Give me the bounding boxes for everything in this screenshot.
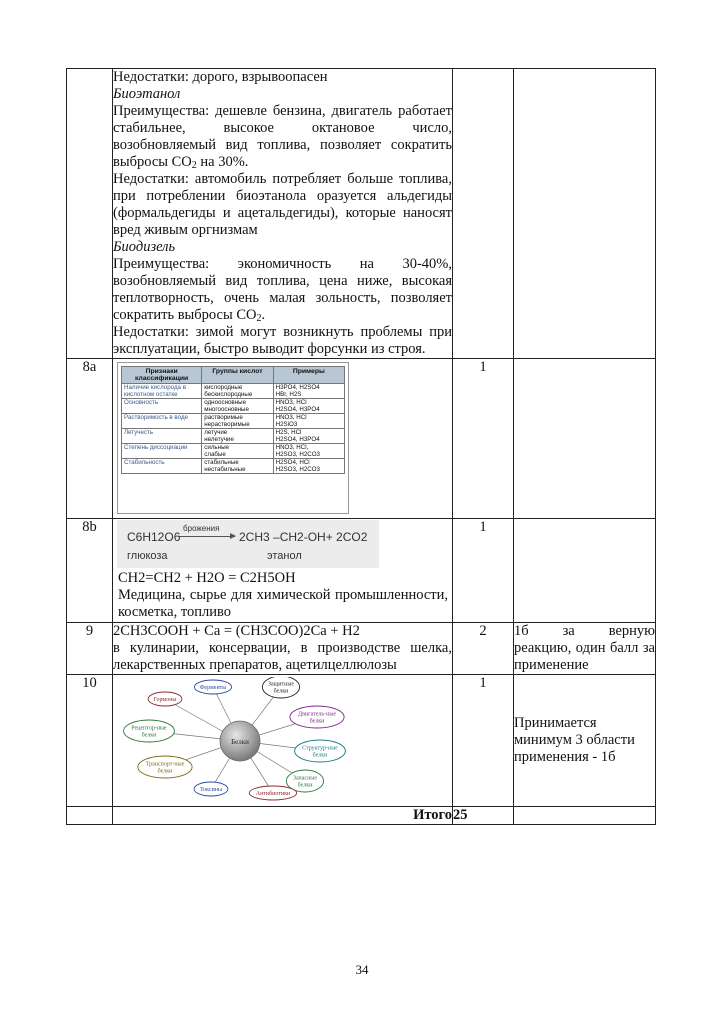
task-score: 1 [453,359,514,519]
content-cell [113,519,453,623]
table-row [122,444,345,459]
acetate-uses: в кулинарии, консервации, в производстве шелка, лекарственных препаратов, ацетилцеллюлозы [113,640,452,673]
table-cell: H3PO4, H2SO4 HBr, H2S [273,384,344,399]
note-cell [514,69,656,359]
num-cell [67,807,113,825]
diagram-node-label: Гормоны [153,697,177,703]
table-cell: сильные слабые [202,444,273,459]
task-note: Принимается минимум 3 области применения - 1б [514,675,656,807]
table-row [67,359,656,519]
task-score: 1 [453,519,514,623]
task-score: 2 [453,623,514,675]
diagram-center-label: Белки [231,738,249,746]
content-cell [113,359,453,519]
table-row [122,399,345,414]
table-cell: кислородные бескислородные [202,384,273,399]
task-number: 8b [67,519,113,623]
table-row [122,414,345,429]
text: Преимущества: экономичность на 30-40%, возобновляемый вид топлива, цена ниже, высокая теплотворность, очень малая зольность, позволяет сократить выбросы СО [113,256,452,323]
note-cell [514,359,656,519]
bioethanol-heading: Биоэтанол [113,86,181,102]
biodiesel-heading: Биодизель [113,239,176,255]
task-note: 1б за верную реакцию, один балл за применение [514,623,655,673]
table-cell: Летучесть [122,429,202,444]
text: на 30%. [196,154,249,170]
diagram-node [262,677,299,698]
table-cell: H2S, HCl H2SO4, H3PO4 [273,429,344,444]
table-row [122,384,345,399]
table-cell: HNO3, HCl H2SiO3 [273,414,344,429]
column-header: Признаки классификации [122,367,202,384]
acid-classification-image [117,362,349,514]
diagram-node-label: Запасные белки [292,775,318,789]
diagram-node-label: Двигатель-ные белки [297,711,337,725]
table-row [67,69,656,359]
total-label: Итого [113,807,453,825]
biodiesel-advantages [113,256,452,324]
answer-table [66,68,656,825]
table-row [67,675,656,807]
bioethanol-disadvantages: Недостатки: автомобиль потребляет больше топлива, при потреблении биоэтанола оразуется альдегиды (формальдегиды и ацетальдегиды), которые наносят вред живым оргнизмам [113,171,452,238]
task-number: 9 [67,623,113,675]
task-number: 8а [67,359,113,519]
note-cell [514,807,656,825]
reactant-name: глюкоза [127,550,168,562]
diagram-node-label: Антибиотики [255,791,291,797]
arrow-icon [179,536,235,537]
ethanol-uses: Медицина, сырье для химической промышленности, косметка, топливо [118,587,448,620]
diagram-node-label: Токсины [199,787,223,793]
table-cell: HNO3, HCl, H2SO3, H2CO3 [273,444,344,459]
diagram-node-label: Транспорт-ные белки [145,761,185,775]
subscript: 2 [191,160,197,171]
subscript: 2 [256,313,262,324]
content-cell [113,69,453,359]
content-cell [113,675,453,807]
diagram-node-label: Защитные белки [267,681,295,695]
content-cell [113,623,453,675]
fermentation-equation-image [117,520,379,568]
diagram-node-label: Рецептор-ные белки [131,725,167,739]
reaction-condition: брожения [183,524,220,533]
task-score: 1 [453,675,514,807]
table-cell: Растворимость в воде [122,414,202,429]
biodiesel-disadvantages: Недостатки: зимой могут возникнуть проблемы при эксплуатации, быстро выводит форсунки из строя. [113,324,452,357]
diagram-node-label: Ферменты [199,685,227,691]
table-cell: Стабильность [122,459,202,474]
proteins-function-diagram [115,677,365,803]
table-cell: летучие нелетучие [202,429,273,444]
diagram-node-label: Структур-ные белки [302,745,338,759]
column-header: Группы кислот [202,367,273,384]
num-cell [67,69,113,359]
table-row [122,429,345,444]
table-cell: Основность [122,399,202,414]
table-cell: стабильные нестабильные [202,459,273,474]
total-value: 25 [453,807,514,825]
reactant-formula: C6H12O6 [127,530,181,544]
hydrogen-disadvantages: Недостатки: дорого, взрывоопасен [113,69,328,85]
table-row [67,623,656,675]
acid-classification-table [121,366,345,474]
score-cell [453,69,514,359]
note-cell [514,519,656,623]
task-number: 10 [67,675,113,807]
bioethanol-advantages [113,103,452,171]
table-cell: HNO3, HCl H2SO4, H3PO4 [273,399,344,414]
product-name: этанол [267,550,302,562]
table-cell: растворимые нерастворимые [202,414,273,429]
page-number: 34 [355,962,369,977]
table-cell: H2SO4, HCl H2SO3, H2CO3 [273,459,344,474]
table-cell: Степень диссоциации [122,444,202,459]
column-header: Примеры [273,367,344,384]
table-cell: одноосновные многоосновные [202,399,273,414]
text: Преимущества: дешевле бензина, двигатель работает стабильнее, высокое октановое число, возобновляемый вид топлива, позволяет сократить выбросы СО [113,103,452,170]
table-row [122,459,345,474]
product-formula: 2CH3 –CH2-OH+ 2CO2 [239,530,368,544]
text: . [261,307,266,323]
hydration-equation: CH2=CH2 + H2O = C2H5OH [118,570,296,586]
acetic-acid-equation: 2CH3COOH + Ca = (CH3COO)2Ca + H2 [113,623,360,639]
table-row [67,519,656,623]
table-row [67,807,656,825]
table-cell: Наличие кислорода в кислотном остатке [122,384,202,399]
